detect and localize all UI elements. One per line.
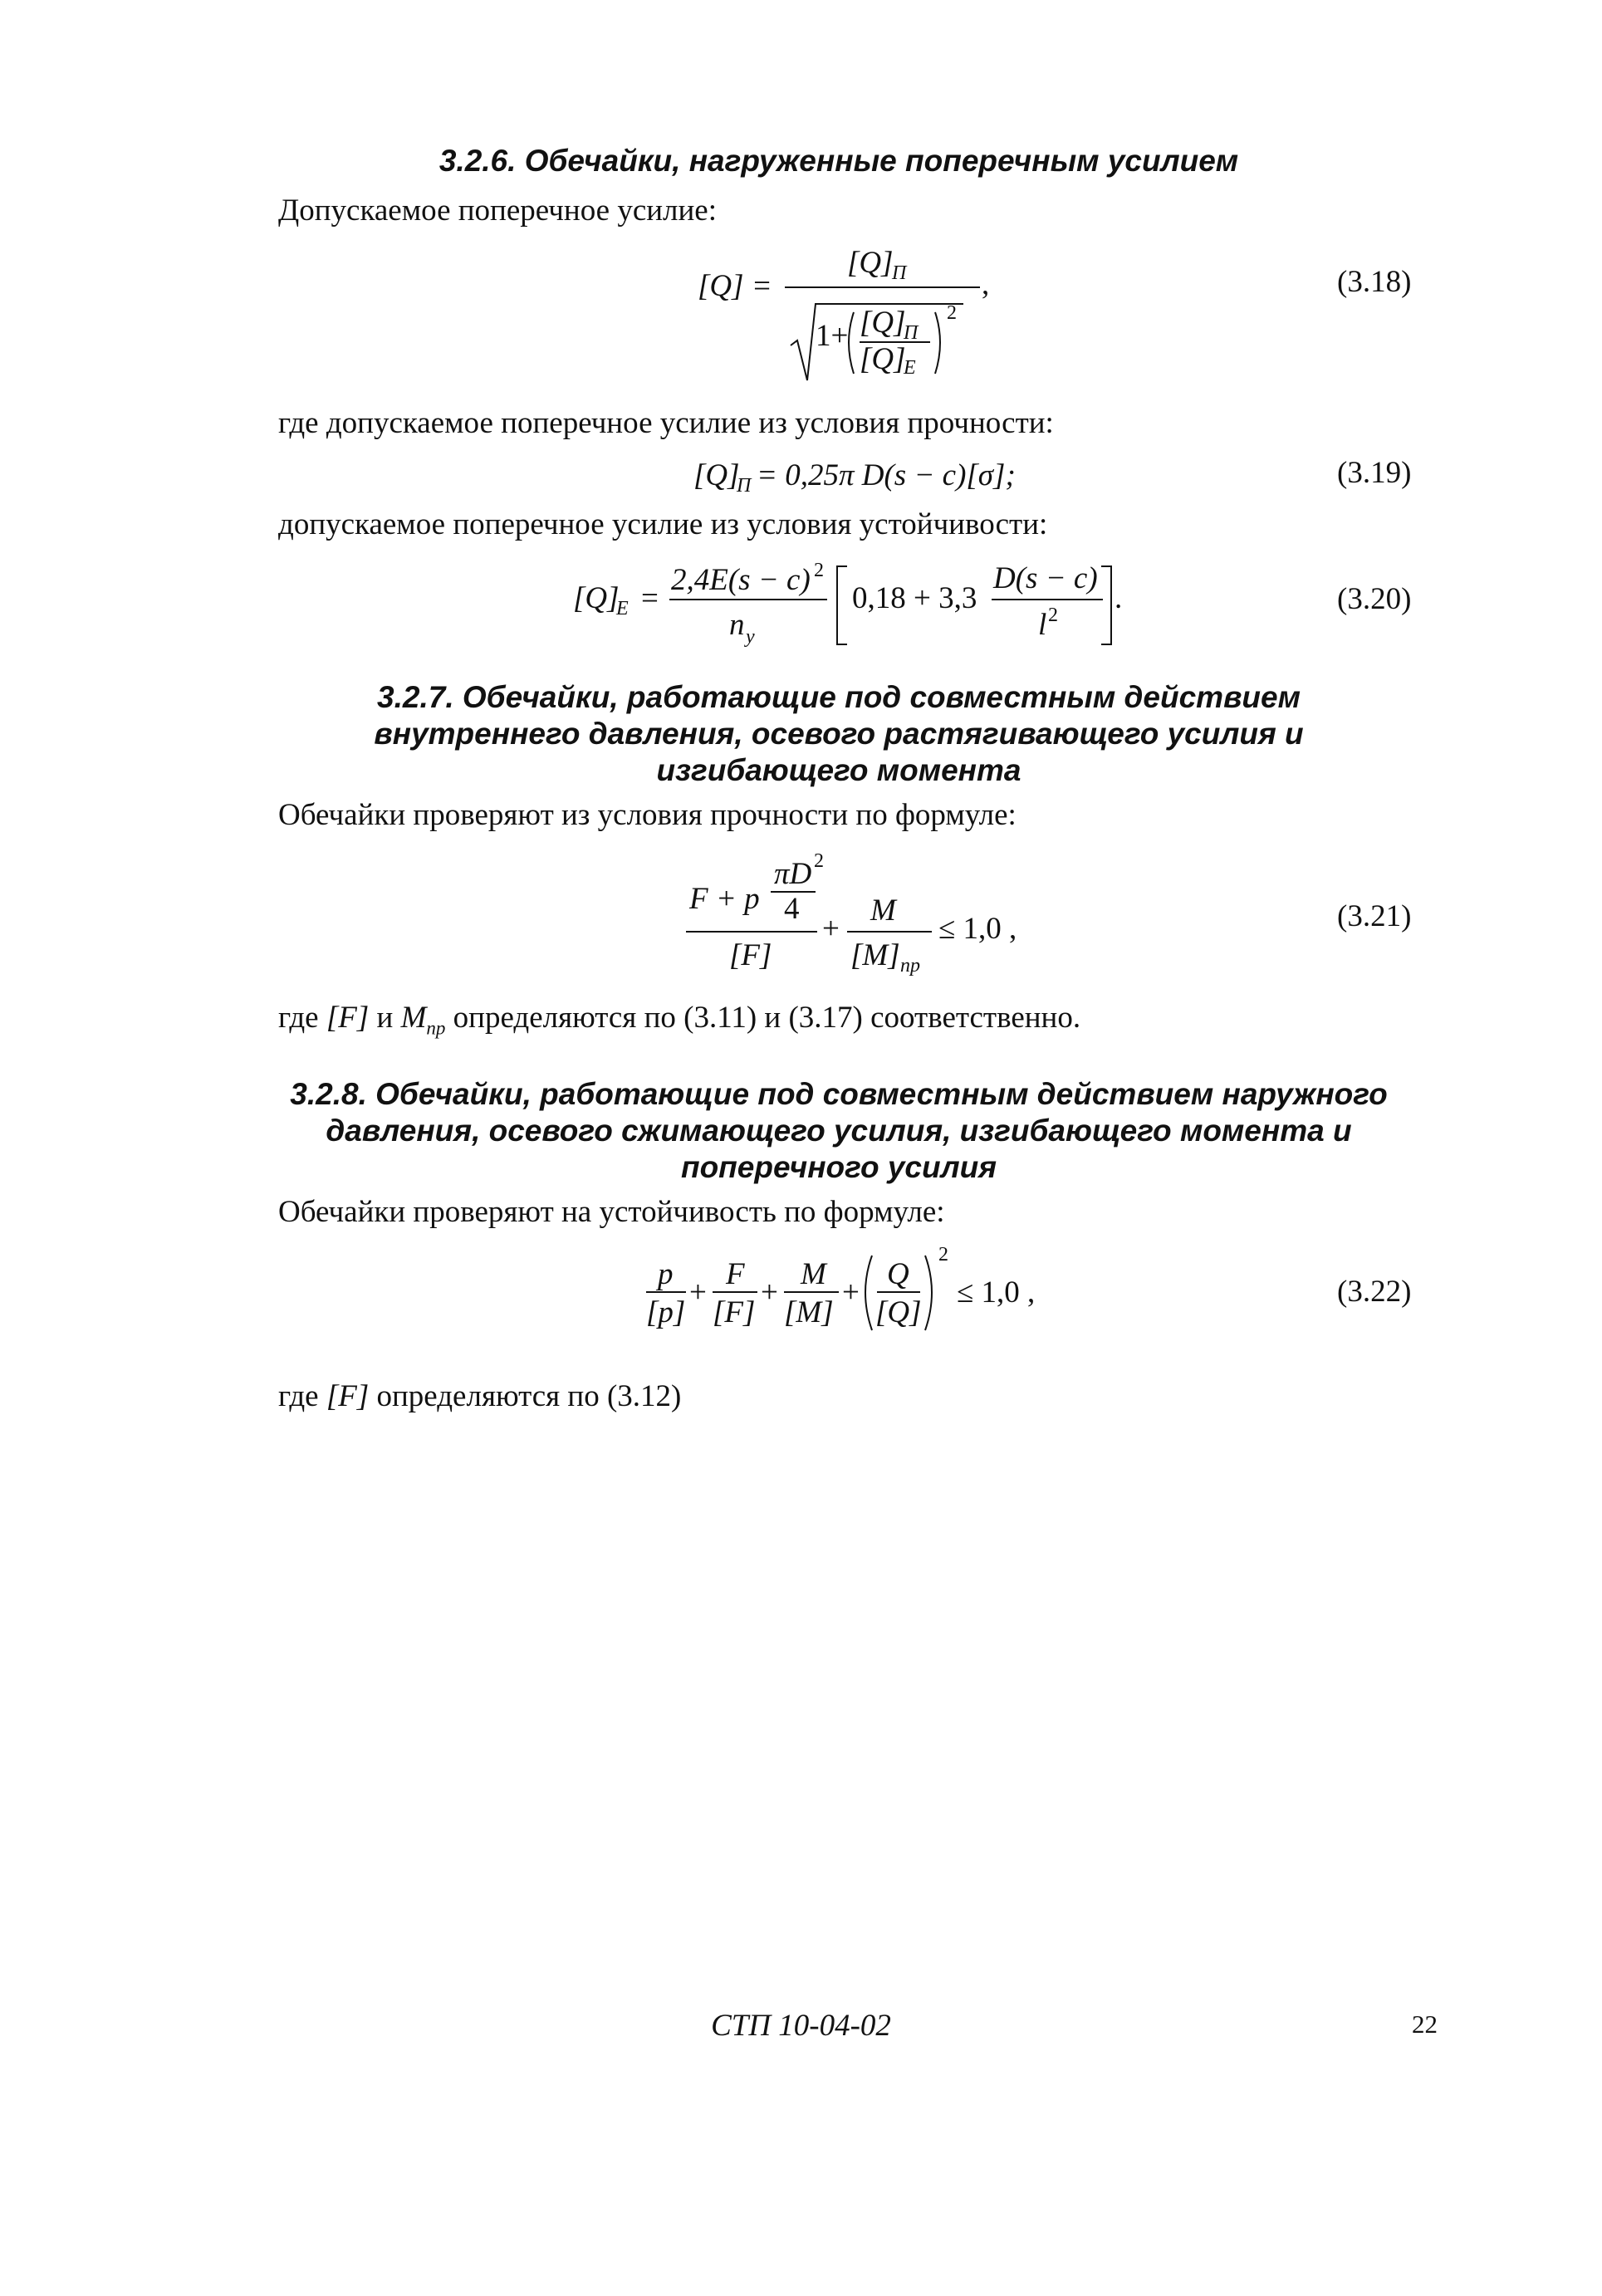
- equation-number-3-20: (3.20): [1337, 582, 1412, 616]
- formula-3-18-tail: ,: [982, 267, 990, 301]
- formula-3-21-inner-pow: 2: [814, 850, 824, 872]
- formula-3-18-frac-den: [Q]: [860, 342, 906, 376]
- formula-3-21-plus: +: [822, 912, 840, 946]
- where-3-2-7-suffix: определяются по (3.11) и (3.17) соответственно.: [445, 1001, 1081, 1035]
- section-heading-3-2-8-line2: давления, осевого сжимающего усилия, изгибающего момента и: [326, 1114, 1352, 1148]
- formula-3-22-power: 2: [938, 1244, 948, 1265]
- formula-3-18-frac-den-sub: E: [904, 357, 916, 379]
- section-heading-3-2-8-line1: 3.2.8. Обечайки, работающие под совместным действием наружного: [290, 1077, 1388, 1111]
- formula-3-20-eq: =: [641, 581, 659, 615]
- formula-3-21-num2: M: [870, 893, 896, 928]
- formula-3-20-den-sub: y: [746, 626, 755, 648]
- formula-3-20-num: 2,4E(s − c): [671, 563, 811, 597]
- formula-3-18-one-plus: 1+: [816, 319, 849, 353]
- formula-3-21-top-left: F + p: [689, 882, 760, 916]
- formula-3-21-den1: [F]: [729, 938, 772, 972]
- section-heading-3-2-7: [249, 679, 1428, 789]
- formula-3-19-q: [Q]: [693, 458, 740, 492]
- where-3-2-8-prefix: где: [278, 1379, 326, 1413]
- formula-3-22-n1: p: [658, 1257, 674, 1291]
- formula-3-22-n3: M: [801, 1257, 826, 1291]
- formula-3-18-num-sub: П: [892, 262, 907, 284]
- formula-3-18-num: [Q]: [847, 246, 894, 280]
- formula-3-18-power: 2: [947, 302, 957, 324]
- formula-3-22-d4: [Q]: [875, 1295, 922, 1329]
- section-heading-3-2-8-line3: поперечного усилия: [680, 1150, 997, 1184]
- equation-number-3-18: (3.18): [1337, 265, 1412, 299]
- intro-text-3-2-6: Допускаемое поперечное усилие:: [278, 193, 718, 228]
- formula-3-19-sub: П: [737, 475, 752, 497]
- where-3-2-8-suffix: определяются по (3.12): [369, 1379, 682, 1413]
- formula-3-21-den2: [M]: [850, 938, 900, 972]
- formula-3-18-lhs: [Q] =: [698, 269, 772, 303]
- formula-3-22: [646, 1242, 1061, 1356]
- where-text-3-2-7: [278, 1000, 1080, 1046]
- formula-3-21-rhs: ≤ 1,0 ,: [938, 912, 1017, 946]
- equation-number-3-22: (3.22): [1337, 1275, 1412, 1309]
- formula-3-22-plus2: +: [761, 1275, 778, 1310]
- formula-3-20-inner-den-pow: 2: [1048, 605, 1058, 626]
- where-strength-text: где допускаемое поперечное усилие из условия прочности:: [278, 406, 1054, 440]
- page-number: 22: [1412, 2010, 1438, 2039]
- formula-3-22-plus3: +: [842, 1275, 860, 1310]
- formula-3-21: [681, 845, 1030, 992]
- section-heading-3-2-7-line1: 3.2.7. Обечайки, работающие под совместным действием: [377, 680, 1301, 714]
- formula-3-21-den2-sub: пр: [900, 955, 920, 977]
- formula-3-22-rhs: ≤ 1,0 ,: [957, 1275, 1036, 1310]
- where-text-3-2-8: [278, 1378, 681, 1415]
- formula-3-20-lhs: [Q]: [573, 581, 620, 615]
- formula-3-20-inner-num: D(s − c): [993, 561, 1098, 595]
- formula-3-19-rhs: = 0,25π D(s − c)[σ];: [757, 458, 1016, 492]
- where-3-2-8-f: [F]: [326, 1379, 370, 1413]
- document-code: СТП 10-04-02: [711, 2009, 891, 2043]
- section-heading-3-2-8: [249, 1076, 1428, 1186]
- formula-3-22-n2: F: [726, 1257, 745, 1291]
- formula-3-20-bracket-a: 0,18 + 3,3: [852, 581, 977, 615]
- formula-3-22-d1: [p]: [646, 1295, 686, 1329]
- formula-3-21-inner-num: πD: [774, 857, 812, 891]
- formula-3-22-d3: [M]: [784, 1295, 834, 1329]
- formula-3-18-frac-num: [Q]: [860, 306, 906, 340]
- where-3-2-7-prefix: где: [278, 1001, 326, 1035]
- section-heading-3-2-7-line2: внутреннего давления, осевого растягивающего усилия и: [374, 717, 1304, 751]
- section-heading-3-2-7-line3: изгибающего момента: [656, 753, 1021, 787]
- formula-3-22-plus1: +: [689, 1275, 707, 1310]
- formula-3-20-tail: .: [1115, 581, 1123, 615]
- formula-3-20-num-pow: 2: [814, 560, 824, 581]
- formula-3-20-inner-den: l: [1038, 608, 1047, 642]
- intro-text-3-2-7: Обечайки проверяют из условия прочности по формуле:: [278, 798, 1017, 832]
- formula-3-20-den: n: [729, 608, 745, 642]
- formula-3-21-inner-den: 4: [784, 892, 800, 926]
- where-stability-text: допускаемое поперечное усилие из условия устойчивости:: [278, 507, 1048, 541]
- formula-3-18: [689, 239, 1038, 394]
- section-heading-3-2-6: 3.2.6. Обечайки, нагруженные поперечным усилием: [438, 144, 1239, 178]
- formula-3-20-lhs-sub: E: [616, 598, 629, 619]
- formula-3-22-d2: [F]: [713, 1295, 756, 1329]
- where-3-2-7-f: [F]: [326, 1001, 370, 1035]
- equation-number-3-21: (3.21): [1337, 899, 1412, 933]
- intro-text-3-2-8: Обечайки проверяют на устойчивость по формуле:: [278, 1195, 945, 1229]
- formula-3-20: [573, 555, 1121, 660]
- formula-3-22-n4: Q: [887, 1257, 909, 1291]
- where-3-2-7-and: и: [369, 1001, 401, 1035]
- where-3-2-7-m: M: [400, 1001, 427, 1035]
- formula-3-18-frac-num-sub: П: [904, 322, 919, 344]
- where-3-2-7-m-sub: пр: [426, 1017, 446, 1039]
- formula-3-19: [693, 455, 1159, 502]
- equation-number-3-19: (3.19): [1337, 456, 1412, 490]
